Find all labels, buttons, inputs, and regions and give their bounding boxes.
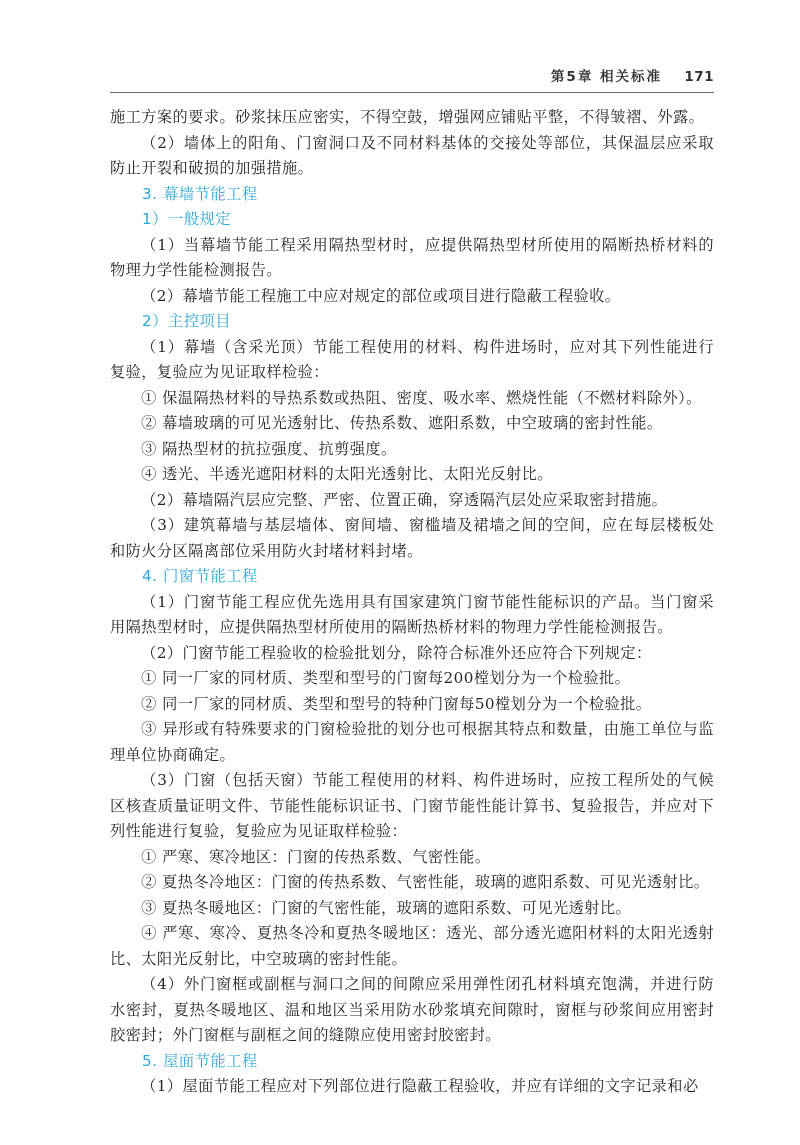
body-paragraph: （2）幕墙节能工程施工中应对规定的部位或项目进行隐蔽工程验收。 (141, 286, 621, 305)
body-paragraph: （1）屋面节能工程应对下列部位进行隐蔽工程验收，并应有详细的文字记录和必 (141, 1077, 699, 1095)
body-paragraph: ④ 透光、半透光遮阳材料的太阳光透射比、太阳光反射比。 (141, 465, 554, 483)
body-paragraph: （1）幕墙（含采光顶）节能工程使用的材料、构件进场时，应对其下列性能进行复验，复验应为见证取样检验： (110, 337, 714, 381)
body-paragraph: ③ 隔热型材的抗拉强度、抗剪强度。 (141, 439, 397, 458)
body-paragraph: （1）当幕墙节能工程采用隔热型材时，应提供隔热型材所使用的隔断热桥材料的物理力学性能检测报告。 (110, 235, 714, 279)
body-paragraph: 施工方案的要求。砂浆抹压应密实，不得空鼓，增强网应铺贴平整，不得皱褶、外露。 (110, 108, 705, 126)
body-paragraph: （2）幕墙隔汽层应完整、严密、位置正确，穿透隔汽层处应采取密封措施。 (141, 490, 668, 509)
section-heading: 4. 门窗节能工程 (142, 567, 258, 585)
chapter-title: 第5章 相关标准 (550, 69, 663, 85)
body-paragraph: ③ 夏热冬暖地区：门窗的气密性能，玻璃的遮阳系数、可见光透射比。 (141, 898, 632, 917)
section-heading: 1）一般规定 (142, 210, 232, 228)
body-paragraph: （1）门窗节能工程应优先选用具有国家建筑门窗节能性能标识的产品。当门窗采用隔热型材时，应提供隔热型材所使用的隔断热桥材料的物理力学性能检测报告。 (110, 592, 714, 636)
section-heading: 2）主控项目 (142, 312, 232, 330)
section-heading: 3. 幕墙节能工程 (142, 184, 258, 203)
body-paragraph: ③ 异形或有特殊要求的门窗检验批的划分也可根据其特点和数量，由施工单位与监理单位协商确定。 (110, 720, 714, 764)
body-paragraph: ① 严寒、寒冷地区：门窗的传热系数、气密性能。 (141, 847, 491, 866)
body-paragraph: ② 同一厂家的同材质、类型和型号的特种门窗每50樘划分为一个检验批。 (141, 694, 652, 713)
page-number: 171 (684, 69, 714, 85)
body-paragraph: ① 保温隔热材料的导热系数或热阻、密度、吸水率、燃烧性能（不燃材料除外）。 (141, 388, 702, 407)
section-heading: 5. 屋面节能工程 (142, 1051, 258, 1070)
body-paragraph: ④ 严寒、寒冷、夏热冬冷和夏热冬暖地区：透光、部分透光遮阳材料的太阳光透射比、太阳光反射比，中空玻璃的密封性能。 (110, 924, 714, 968)
body-paragraph: （2）门窗节能工程验收的检验批划分，除符合标准外还应符合下列规定： (141, 643, 652, 662)
body-paragraph: ① 同一厂家的同材质、类型和型号的门窗每200樘划分为一个检验批。 (141, 669, 631, 687)
body-paragraph: （3）门窗（包括天窗）节能工程使用的材料、构件进场时，应按工程所处的气候区核查质量证明文件、节能性能标识证书、门窗节能性能计算书、复验报告，并应对下列性能进行复验，复验应为见证取样检验： (110, 771, 714, 840)
running-header (110, 66, 714, 93)
body-paragraph: ② 夏热冬冷地区：门窗的传热系数、气密性能，玻璃的遮阳系数、可见光透射比。 (141, 873, 710, 891)
body-paragraph: （3）建筑幕墙与基层墙体、窗间墙、窗槛墙及裙墙之间的空间，应在每层楼板处和防火分区隔离部位采用防火封堵材料封堵。 (110, 516, 714, 560)
body-paragraph: ② 幕墙玻璃的可见光透射比、传热系数、遮阳系数，中空玻璃的密封性能。 (141, 414, 663, 432)
body-paragraph: （4）外门窗框或副框与洞口之间的间隙应采用弹性闭孔材料填充饱满，并进行防水密封，夏热冬暖地区、温和地区当采用防水砂浆填充间隙时，窗框与砂浆间应用密封胶密封；外门窗框与副框之间的缝隙应使用密封胶密封。 (110, 975, 714, 1044)
body-paragraph: （2）墙体上的阳角、门窗洞口及不同材料基体的交接处等部位，其保温层应采取防止开裂和破损的加强措施。 (110, 133, 714, 177)
page-body (110, 105, 714, 1100)
